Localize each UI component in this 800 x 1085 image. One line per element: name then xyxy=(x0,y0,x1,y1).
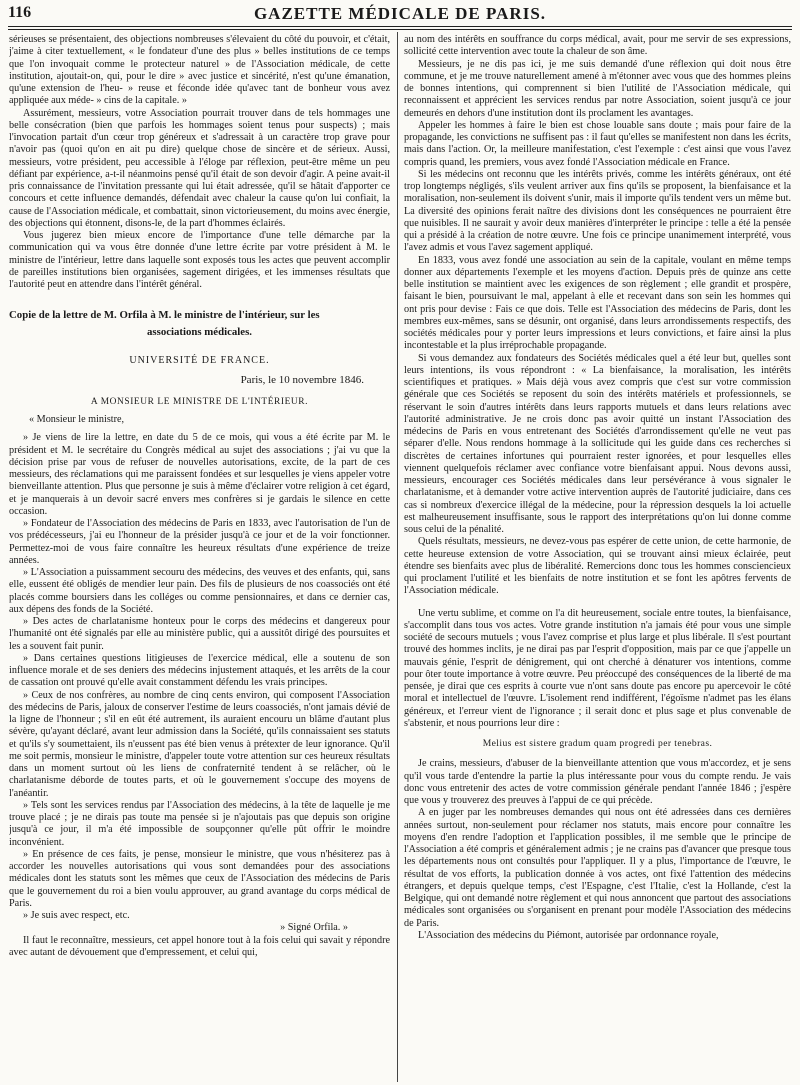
paragraph: Assurément, messieurs, votre Association pourrait trouver dans de tels hommages une belle consécration (bien que parfois les hommages soient tenus pour suspects) ; mais l'invocation partait d'un cœur trop généreux et s'adressait à un caractère trop grave pour n'avoir pas (quoi qu'on en ait pu dire) quelque chose de sincère et de sérieux. Aussi, messieurs, votre président, peu accessible à l'éloge par réflexion, peut-être même un peu défiant par expérience, a-t-il néanmoins pensé qu'il était de son devoir d'agir. A peine avait-il pris connaissance de l'invitation pressante qui lui était adressée, qu'il se hâtait d'apporter ce concours et cette influence demandés, défendait avec chaleur la cause qu'on lui confiait, la cause de l'Association médicale, et combattait, sinon victorieusement, du moins avec énergie, des objections qui étonnent, disons-le, de la part d'hommes éclairés. xyxy=(9,107,390,229)
paragraph: A en juger par les nombreuses demandes qui nous ont été adressées dans ces dernières années surtout, non-seulement pour réclamer nos statuts, mais encore pour connaître les moyens d'en rendre l'adoption et l'application possibles, il me semble que le principe de l'Association a été compris et généralement admis ; je ne crains pas d'avancer que presque tous les départements nous ont consultés pour l'appliquer. Il y a plus, l'importance de l'œuvre, le résultat de vos efforts, la publication donnée à vos actes, ont fixé l'attention des médecins étrangers, et depuis quelque temps, c'est l'Espagne, c'est l'Italie, c'est la Hollande, c'est la Belgique, qui ont demandé notre règlement et qui nous annoncent que partout des associations médicales sont organisées ou s'organisent en prenant pour modèle l'Association des médecins de Paris. xyxy=(404,807,791,929)
right-column xyxy=(404,34,791,1080)
paragraph: Il faut le reconnaître, messieurs, cet appel honore tout à la fois celui qui savait y répondre avec autant de dévouement que d'empressement, et celui qui, xyxy=(9,934,390,958)
paragraph: sérieuses se présentaient, des objections nombreuses s'élevaient du côté du pouvoir, et c'était, j'aime à citer textuellement, « le fondateur d'une des plus » belles institutions de ce temps que l'on invoquait comme le protecteur naturel » de l'Association médicale, de cette institution, ajoutait-on, qui, pour le dire » avec justice et sincérité, n'est qu'une émanation, qu'une extension de l'heu- » reuse et féconde idée qu'avec tant de bonheur vous avez appliquée aux méde- » cins de la capitale. » xyxy=(9,34,390,107)
university-line: UNIVERSITÉ DE FRANCE. xyxy=(129,355,270,367)
paragraph: L'Association des médecins du Piémont, autorisée par ordonnance royale, xyxy=(418,929,719,941)
paragraph: Quels résultats, messieurs, ne devez-vous pas espérer de cette union, de cette harmonie, de cette heureuse extension de votre Association, qui se trouvant ainsi mieux éclairée, peut étendre ses bienfaits avec plus de libéralité. Remercions donc tous les hommes consciencieux qui proclament l'utilité et les bienfaits de notre institution et se font les apôtres fervents de l'Association médicale. xyxy=(404,536,791,597)
letter-heading-line-2: associations médicales. xyxy=(147,326,252,339)
dateline: Paris, le 10 novembre 1846. xyxy=(240,373,364,386)
letter-paragraph: » Fondateur de l'Association des médecins de Paris en 1833, avec l'autorisation de l'un de vos prédécesseurs, j'ai eu l'honneur de la présider jusqu'à ce jour et de la voir fonctionner. Permettez-moi de vous faire connaître les heureux résultats d'une expérience de treize années. xyxy=(9,518,390,566)
paragraph: Appeler les hommes à faire le bien est chose louable sans doute ; mais pour faire de la propagande, les convictions ne suffisent pas : il faut qu'elles se manifestent non dans les écrits, mais dans l'action. Or, la meilleure manifestation, c'est l'exemple : c'est ainsi que vous l'avez compris quand, les premiers, vous avez fondé l'Association médicale en France. xyxy=(404,119,791,168)
letter-paragraph: » L'Association a puissamment secouru des médecins, des veuves et des enfants, qui, sans elle, eussent été obligés de mendier leur pain. Des fils de plusieurs de nos coassociés ont été placés comme boursiers dans les colléges ou comme pensionnaires, et dans ce dernier cas, aux dépens des fonds de la Société. xyxy=(9,567,390,615)
column-divider xyxy=(397,32,398,1082)
page-number: 116 xyxy=(8,4,32,21)
page-header xyxy=(8,4,792,27)
section-gap xyxy=(404,598,791,608)
journal-title: GAZETTE MÉDICALE DE PARIS. xyxy=(253,4,547,23)
letter-paragraph: » Des actes de charlatanisme honteux pour le corps des médecins et dangereux pour l'humanité ont été signalés par elle au ministère public, qui a aussitôt dirigé des poursuites et les a souvent fait punir. xyxy=(9,616,390,652)
paragraph: au nom des intérêts en souffrance du corps médical, avait, pour me servir de ses expressions, sollicité cette intervention avec toute la chaleur de son âme. xyxy=(404,34,791,58)
letter-paragraph: » Je viens de lire la lettre, en date du 5 de ce mois, qui vous a été écrite par M. le président et M. le secrétaire du Congrès médical au sujet des associations ; j'ai vu que la décision prise par vous de refuser de nouvelles autorisations, excite, de la part de ces messieurs, des réclamations qui me paraissent fondées et sur lesquelles je viens appeler votre bienveillante attention. Plus que personne je suis à même d'éclairer votre religion à cet égard, et je manquerais à un devoir sacré envers mes confrères si je gardais le silence en cette occasion. xyxy=(9,432,390,517)
paragraph: Une vertu sublime, et comme on l'a dit heureusement, sociale entre toutes, la bienfaisance, s'accomplit dans tous vos actes. Votre grande institution n'a jamais été pour vous une simple société de secours mutuels ; vous l'avez comprise et plus large et plus libérale. Il s'est pourtant trouvé des hommes inclits, je ne dirai pas par l'esprit d'opposition, mais par ce que j'appelle un mauvais génie, l'esprit de dénigrement, qui ont cherché à dénaturer vos intentions, comme pour ôter toute importance à votre œuvre. Peu préoccupé des conséquences de la liberté de ma pensée, je dirai que ces esprits à courte vue n'ont sans doute pas encore pu apercevoir le côté moral et intellectuel de l'œuvre. L'isolement rend indifférent, l'égoïsme n'admet pas les élans généreux, et l'erreur vient de l'ignorance ; il serait donc et plus sage et plus convenable de s'abstenir, et nous pourrions leur dire : xyxy=(404,607,791,729)
header-rule xyxy=(8,29,792,30)
paragraph: Je crains, messieurs, d'abuser de la bienveillante attention que vous m'accordez, et je sens qu'il vous tarde d'entendre la partie la plus intéressante pour vous du compte rendu. Je vais donc vous entretenir des actes de votre commission générale pendant l'année 1846 ; j'espère que vous y trouverez des preuves à l'appui de ce qui précède. xyxy=(404,758,791,806)
latin-motto: Melius est sistere gradum quam progredi per tenebras. xyxy=(482,738,713,749)
letter-paragraph: » En présence de ces faits, je pense, monsieur le ministre, que vous n'hésiterez pas à accorder les nouvelles autorisations qui vous sont demandées pour des associations médicales dont les statuts sont les mêmes que ceux de l'Association des médecins de Paris que le gouvernement du roi a bien voulu approuver, au grand avantage du corps médical de Paris. xyxy=(9,848,390,909)
salutation: « Monsieur le ministre, xyxy=(29,414,125,425)
letter-heading: Copie de la lettre de M. Orfila à M. le ministre de l'intérieur, sur les associations médicales. xyxy=(9,309,390,339)
signature: » Signé Orfila. » xyxy=(280,922,348,934)
paragraph: Messieurs, je ne dis pas ici, je me suis demandé d'une réflexion qui doit nous être commune, et je me trouve naturellement amené à m'étonner avec vous que des hommes pleins de bonnes intentions, qui comprennent si bien l'utilité de l'Association médicale, qui reconnaissent et apprécient les services rendus par notre Association, soient jusqu'à ce jour demeurés en dehors d'une institution dont ils proclament les avantages. xyxy=(404,58,791,119)
letter-paragraph: » Tels sont les services rendus par l'Association des médecins, à la tête de laquelle je me trouve placé ; je ne dirais pas toute ma pensée si je n'ajoutais pas que depuis son origine jusqu'à ce jour, il m'a été impossible de soupçonner qu'elle pût offrir le moindre inconvénient. xyxy=(9,799,390,848)
addressee: A MONSIEUR LE MINISTRE DE L'INTÉRIEUR. xyxy=(90,396,309,407)
paragraph: En 1833, vous avez fondé une association au sein de la capitale, voulant en même temps donner aux départements l'exemple et les moyens d'action. Depuis près de quinze ans cette belle institution se maintient avec les exigences de son règlement ; elle grandit et prospère, faisant le bien, poursuivant le mal, appelant à elle et recevant dans son sein les hommes qui ont pris pour devise : Fais ce que dois. Telle est l'Association des médecins de Paris, dont les membres eux-mêmes, sans se désunir, ont organisé, dans leurs arrondissements respectifs, des sociétés médicales pour y porter leurs impressions et leurs convictions, et faire ainsi la plus incontestable et la plus irréprochable propagande. xyxy=(404,254,791,352)
letter-paragraph: » Ceux de nos confrères, au nombre de cinq cents environ, qui composent l'Association des médecins de Paris, jaloux de conserver l'estime de leurs coassociés, n'ont jamais dévié de la ligne de l'honneur ; s'il en eût été autrement, ils auraient encouru un blâme d'autant plus sévère, qu'ayant déclaré, avant leur admission dans la Société, qu'ils connaissaient ses statuts et qu'ils s'y soumettaient, ils n'eussent pas été bien venus à prétexter de leur ignorance. Qu'il me soit permis, monsieur le ministre, d'appeler toute votre attention sur ces heureux résultats dans un moment surtout où les liens de confraternité tendent à se relâcher, où le charlatanisme déborde de toutes parts, et où le gouvernement s'occupe des moyens de l'anéantir. xyxy=(9,689,390,799)
closing: » Je suis avec respect, etc. xyxy=(23,910,130,921)
paragraph: Vous jugerez bien mieux encore de l'importance d'une telle démarche par la communication qui va vous être donnée d'une lettre écrite par votre président à M. le ministre de l'intérieur, lettre dans laquelle sont exposés tous les actes que peuvent accomplir de pareilles institutions bien organisées, sagement dirigées, et les immenses résultats que l'autorité peut en attendre dans l'intérêt général. xyxy=(9,230,390,290)
paragraph: Si les médecins ont reconnu que les intérêts privés, comme les intérêts généraux, ont été trop longtemps négligés, s'ils veulent arriver aux fins qu'ils se proposent, la bienfaisance et la moralisation, non-seulement ils doivent s'unir, mais il importe qu'ils tendent vers un même but. La diversité des opinions ferait naître des divisions dont les conséquences ne pourraient être que nuisibles. Il ne saurait y avoir deux manières d'interpréter le principe : telle a été la pensée qui a présidé à la création de notre œuvre. Une fois ce principe unanimement interprété, vous l'avez admis et vous l'avez sagement appliqué. xyxy=(404,168,791,254)
left-column xyxy=(9,34,390,1080)
letter-paragraph: » Dans certaines questions litigieuses de l'exercice médical, elle a soutenu de son influence morale et de ses deniers des médecins injustement attaqués, et les arrêts de la cour de cassation ont prouvé qu'elle avait constamment défendu les vrais principes. xyxy=(9,652,390,689)
paragraph: Si vous demandez aux fondateurs des Sociétés médicales quel a été leur but, quelles sont leurs intentions, ils vous répondront : « La bienfaisance, la moralisation, les intérêts scientifiques et pratiques. » Mais déjà vous avez compris que c'est sur votre commission générale que ces Sociétés se reposent du soin des intérêts matériels et professionnels, se réservant le soin d'autres intérêts dans leurs rapports mutuels et dans leurs relations avec l'autorité administrative. Je ne crois donc pas avoir quitté un instant l'Association des médecins de Paris en vous entretenant des Sociétés d'arrondissement qu'elle ne veut pas séparer d'elle. Nous rendons hommage à la sollicitude qui les guide dans ces recherches si discrètes de certaines infortunes qui pourraient rester ignorées, et pour lesquelles elles viennent quelquefois réclamer avec confiance votre bienfaisant appui. Nous devons aussi, messieurs, encourager ces Sociétés médicales dans leur persévérance à vous signaler le charlatanisme, et à demander votre active intervention auprès de l'autorité judiciaire, dans ces cas si nombreux d'exercice illégal de la médecine, pour la répression desquels la loi actuelle est malheureusement insuffisante, sous le rapport des interprétations qu'on lui donne comme sous celui de la pénalité. xyxy=(404,352,791,535)
